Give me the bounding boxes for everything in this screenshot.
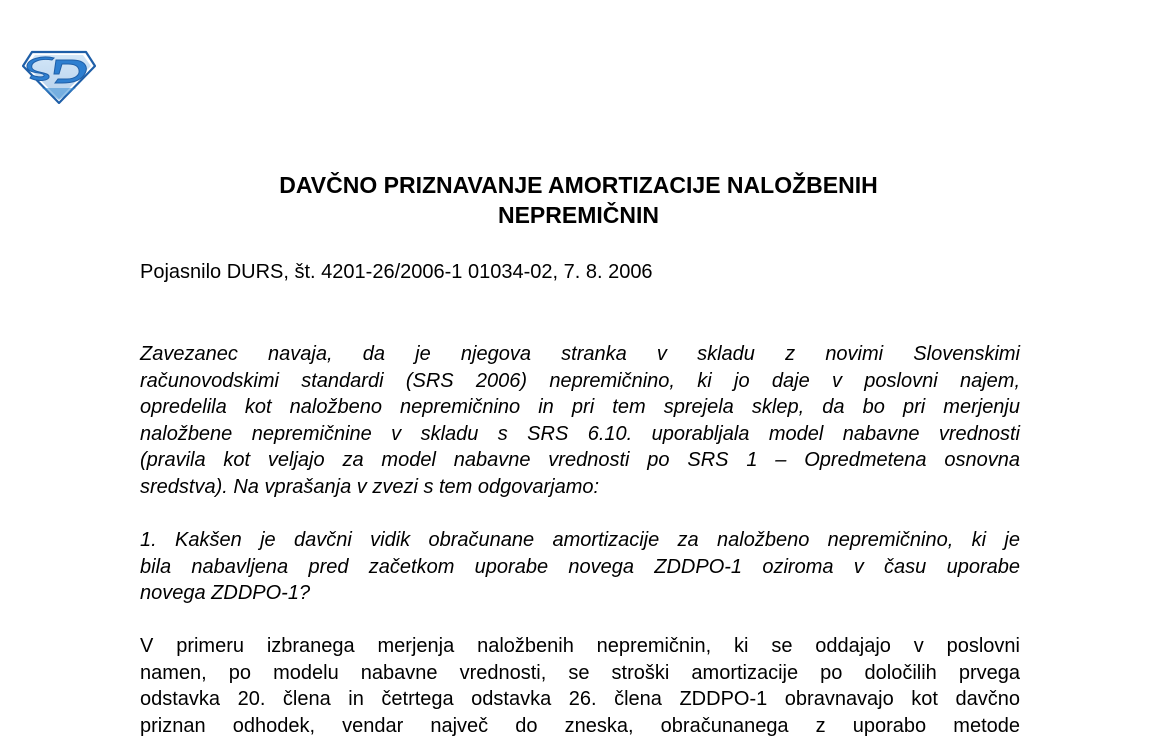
paragraph-line: računovodskimi standardi (SRS 2006) nepremičnino, ki jo daje v poslovni najem, (140, 369, 1020, 392)
question-paragraph (140, 527, 1020, 607)
paragraph-line: 1. Kakšen je davčni vidik obračunane amortizacije za naložbeno nepremičnino, ki je (140, 529, 1020, 551)
paragraph-line: Zavezanec navaja, da je njegova stranka v skladu z novimi Slovenskimi (140, 343, 1020, 365)
paragraph-line: novega ZDDPO-1? (140, 582, 311, 604)
paragraph-line: namen, po modelu nabavne vrednosti, se stroški amortizacije po določilih prvega (140, 661, 1020, 684)
intro-paragraph (140, 341, 1020, 500)
sd-shield-logo-icon (22, 48, 96, 104)
paragraph-line: odstavka 20. člena in četrtega odstavka 26. člena ZDDPO-1 obravnavajo kot davčno (140, 688, 1020, 710)
answer-paragraph (140, 633, 1020, 739)
paragraph-line: naložbene nepremičnine v skladu s SRS 6.10. uporabljala model nabavne vrednosti (140, 422, 1020, 445)
paragraph-line: sredstva). Na vprašanja v zvezi s tem odgovarjamo: (140, 475, 600, 498)
document-title (0, 170, 1157, 230)
paragraph-line: V primeru izbranega merjenja naložbenih nepremičnin, ki se oddajajo v poslovni (140, 635, 1020, 657)
title-line-2: NEPREMIČNIN (497, 202, 659, 228)
paragraph-line: priznan odhodek, vendar največ do zneska, obračunanega z uporabo metode (140, 714, 1020, 737)
company-logo (22, 48, 96, 104)
paragraph-line: bila nabavljena pred začetkom uporabe novega ZDDPO-1 oziroma v času uporabe (140, 555, 1020, 578)
title-line-1: DAVČNO PRIZNAVANJE AMORTIZACIJE NALOŽBENIH (279, 172, 878, 198)
document-reference: Pojasnilo DURS, št. 4201-26/2006-1 01034-02, 7. 8. 2006 (140, 261, 653, 283)
paragraph-line: opredelila kot naložbeno nepremičnino in pri tem sprejela sklep, da bo pri merjenju (140, 396, 1020, 418)
paragraph-line: (pravila kot veljajo za model nabavne vrednosti po SRS 1 – Opredmetena osnovna (140, 449, 1020, 471)
